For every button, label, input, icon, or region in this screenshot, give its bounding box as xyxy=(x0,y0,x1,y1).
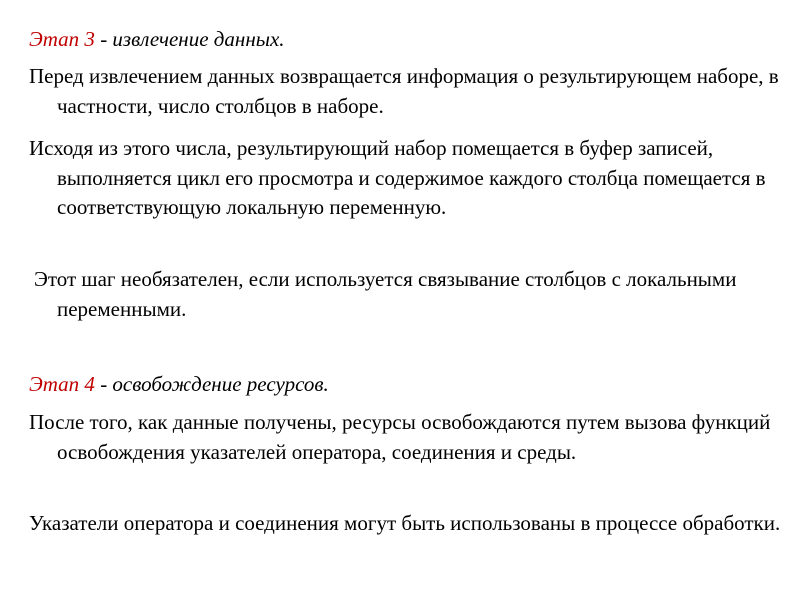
stage-3-paragraph-3-text: Этот шаг необязателен, если используется связывание столбцов с локальными переменными. xyxy=(34,267,737,321)
stage-4-heading xyxy=(29,370,800,400)
stage-4-title: - освобождение ресурсов. xyxy=(94,372,329,396)
stage-3-title: - извлечение данных. xyxy=(94,27,285,51)
stage-4-paragraph-1: После того, как данные получены, ресурсы освобождаются путем вызова функций освобождения указателей оператора, соединения и среды. xyxy=(29,410,771,464)
stage-4-paragraph-2: Указатели оператора и соединения могут быть использованы в процессе обработки. xyxy=(29,511,781,535)
stage-3-paragraph-2: Исходя из этого числа, результирующий набор помещается в буфер записей, выполняется цикл его просмотра и содержимое каждого столбца помещается в соответствующую локальную переменную. xyxy=(29,136,766,219)
stage-3-label: Этап 3 xyxy=(29,27,95,51)
stage-3-paragraph-1: Перед извлечением данных возвращается информация о результирующем наборе, в частности, число столбцов в наборе. xyxy=(29,64,779,118)
stage-3-heading xyxy=(29,25,800,55)
stage-3-paragraph-3 xyxy=(29,265,800,324)
stage-4-label: Этап 4 xyxy=(29,372,95,396)
